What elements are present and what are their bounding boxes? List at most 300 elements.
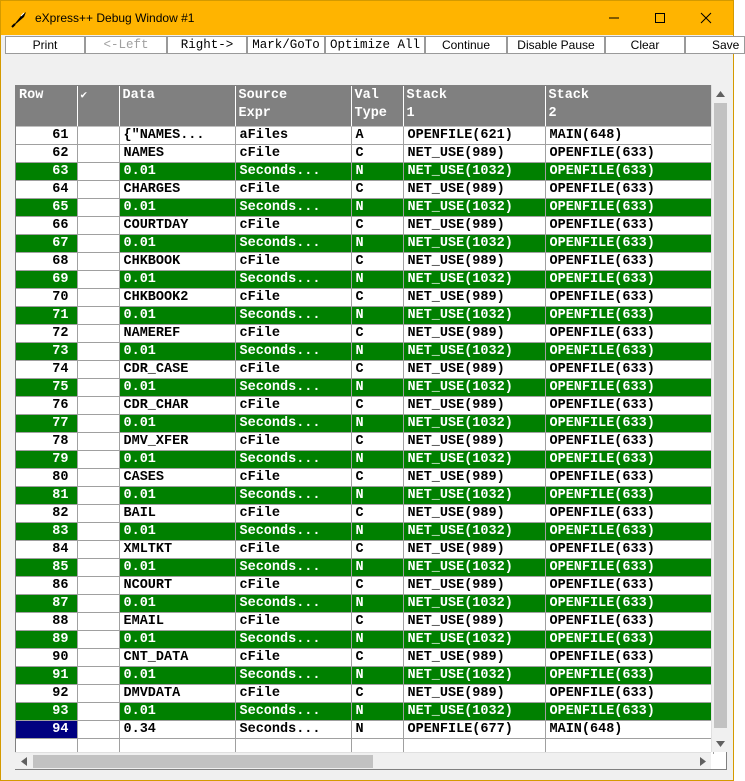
stack2-cell[interactable]: OPENFILE(633) [545,198,713,216]
check-cell[interactable] [77,144,119,162]
stack2-cell[interactable]: OPENFILE(633) [545,162,713,180]
check-cell[interactable] [77,180,119,198]
row-number-cell[interactable]: 93 [16,702,77,720]
check-cell[interactable] [77,576,119,594]
val-type-cell[interactable]: N [351,306,403,324]
table-row[interactable] [16,378,713,396]
table-row[interactable] [16,270,713,288]
check-cell[interactable] [77,648,119,666]
row-number-cell[interactable]: 72 [16,324,77,342]
check-cell[interactable] [77,504,119,522]
col-data-header[interactable]: Data [119,86,235,126]
source-expr-cell[interactable]: Seconds... [235,198,351,216]
save-button[interactable]: Save [685,36,745,54]
val-type-cell[interactable]: N [351,594,403,612]
stack1-cell[interactable]: NET_USE(989) [403,180,545,198]
check-cell[interactable] [77,414,119,432]
stack1-cell[interactable]: NET_USE(989) [403,540,545,558]
check-cell[interactable] [77,252,119,270]
val-type-cell[interactable]: C [351,648,403,666]
table-row[interactable] [16,144,713,162]
row-number-cell[interactable]: 84 [16,540,77,558]
stack1-cell[interactable]: NET_USE(1032) [403,414,545,432]
table-row[interactable] [16,324,713,342]
stack2-cell[interactable]: MAIN(648) [545,720,713,738]
horizontal-scrollbar[interactable] [15,752,711,769]
table-row[interactable] [16,720,713,738]
table-row[interactable] [16,306,713,324]
col-valtype-header[interactable]: Val Type [351,86,403,126]
val-type-cell[interactable]: C [351,360,403,378]
data-cell[interactable]: 0.01 [119,414,235,432]
vertical-scrollbar[interactable] [711,85,728,752]
left-button[interactable]: <-Left [85,36,167,54]
val-type-cell[interactable]: C [351,180,403,198]
stack2-cell[interactable]: OPENFILE(633) [545,684,713,702]
source-expr-cell[interactable]: Seconds... [235,414,351,432]
stack1-cell[interactable]: NET_USE(1032) [403,702,545,720]
data-cell[interactable]: 0.01 [119,306,235,324]
row-number-cell[interactable]: 82 [16,504,77,522]
row-number-cell[interactable]: 69 [16,270,77,288]
check-cell[interactable] [77,216,119,234]
check-cell[interactable] [77,630,119,648]
val-type-cell[interactable]: N [351,414,403,432]
stack1-cell[interactable]: NET_USE(1032) [403,234,545,252]
continue-button[interactable]: Continue [425,36,507,54]
maximize-button[interactable] [637,1,683,35]
stack2-cell[interactable]: OPENFILE(633) [545,234,713,252]
val-type-cell[interactable]: N [351,162,403,180]
row-number-cell[interactable]: 67 [16,234,77,252]
val-type-cell[interactable]: C [351,540,403,558]
stack2-cell[interactable]: OPENFILE(633) [545,378,713,396]
row-number-cell[interactable]: 89 [16,630,77,648]
check-cell[interactable] [77,594,119,612]
check-cell[interactable] [77,612,119,630]
val-type-cell[interactable]: N [351,450,403,468]
table-row[interactable] [16,630,713,648]
val-type-cell[interactable]: C [351,612,403,630]
check-cell[interactable] [77,522,119,540]
stack1-cell[interactable]: OPENFILE(621) [403,126,545,144]
source-expr-cell[interactable]: cFile [235,180,351,198]
data-cell[interactable]: 0.01 [119,666,235,684]
source-expr-cell[interactable]: cFile [235,288,351,306]
data-cell[interactable]: XMLTKT [119,540,235,558]
stack1-cell[interactable]: NET_USE(989) [403,252,545,270]
table-row[interactable] [16,558,713,576]
stack2-cell[interactable]: OPENFILE(633) [545,180,713,198]
stack1-cell[interactable]: NET_USE(1032) [403,450,545,468]
stack2-cell[interactable]: MAIN(648) [545,126,713,144]
data-cell[interactable]: DMV_XFER [119,432,235,450]
source-expr-cell[interactable]: Seconds... [235,378,351,396]
close-button[interactable] [683,1,729,35]
val-type-cell[interactable]: C [351,576,403,594]
stack2-cell[interactable]: OPENFILE(633) [545,594,713,612]
stack1-cell[interactable]: NET_USE(1032) [403,378,545,396]
row-number-cell[interactable]: 73 [16,342,77,360]
stack2-cell[interactable]: OPENFILE(633) [545,306,713,324]
val-type-cell[interactable]: N [351,720,403,738]
val-type-cell[interactable]: C [351,396,403,414]
check-cell[interactable] [77,234,119,252]
check-cell[interactable] [77,702,119,720]
minimize-button[interactable] [591,1,637,35]
scroll-up-arrow-icon[interactable] [712,85,729,102]
clear-button[interactable]: Clear [605,36,685,54]
row-number-cell[interactable]: 61 [16,126,77,144]
stack2-cell[interactable]: OPENFILE(633) [545,558,713,576]
check-cell[interactable] [77,468,119,486]
row-number-cell[interactable]: 62 [16,144,77,162]
source-expr-cell[interactable]: Seconds... [235,522,351,540]
table-row[interactable] [16,522,713,540]
data-cell[interactable]: 0.01 [119,378,235,396]
source-expr-cell[interactable]: cFile [235,252,351,270]
stack2-cell[interactable]: OPENFILE(633) [545,666,713,684]
row-number-cell[interactable]: 92 [16,684,77,702]
table-row[interactable] [16,414,713,432]
col-stack2-header[interactable]: Stack 2 [545,86,713,126]
source-expr-cell[interactable]: cFile [235,612,351,630]
table-row[interactable] [16,666,713,684]
row-number-cell[interactable]: 68 [16,252,77,270]
table-row[interactable] [16,216,713,234]
optimize-all-button[interactable]: Optimize All [325,36,425,54]
source-expr-cell[interactable]: cFile [235,540,351,558]
check-cell[interactable] [77,162,119,180]
row-number-cell[interactable]: 79 [16,450,77,468]
row-number-cell[interactable]: 75 [16,378,77,396]
val-type-cell[interactable]: C [351,288,403,306]
val-type-cell[interactable]: N [351,342,403,360]
scroll-down-arrow-icon[interactable] [712,735,729,752]
stack2-cell[interactable]: OPENFILE(633) [545,252,713,270]
data-cell[interactable]: 0.01 [119,522,235,540]
check-cell[interactable] [77,684,119,702]
stack1-cell[interactable]: NET_USE(1032) [403,342,545,360]
source-expr-cell[interactable]: Seconds... [235,720,351,738]
source-expr-cell[interactable]: cFile [235,468,351,486]
col-source-header[interactable]: Source Expr [235,86,351,126]
data-cell[interactable]: {"NAMES... [119,126,235,144]
val-type-cell[interactable]: N [351,198,403,216]
data-cell[interactable]: BAIL [119,504,235,522]
title-bar[interactable] [1,1,733,35]
stack1-cell[interactable]: NET_USE(1032) [403,306,545,324]
table-row[interactable] [16,360,713,378]
source-expr-cell[interactable]: Seconds... [235,234,351,252]
check-cell[interactable] [77,198,119,216]
stack2-cell[interactable]: OPENFILE(633) [545,486,713,504]
col-stack1-header[interactable]: Stack 1 [403,86,545,126]
stack2-cell[interactable]: OPENFILE(633) [545,450,713,468]
source-expr-cell[interactable]: cFile [235,144,351,162]
val-type-cell[interactable]: N [351,234,403,252]
source-expr-cell[interactable]: cFile [235,324,351,342]
row-number-cell[interactable]: 91 [16,666,77,684]
source-expr-cell[interactable]: Seconds... [235,342,351,360]
stack2-cell[interactable]: OPENFILE(633) [545,324,713,342]
row-number-cell[interactable]: 78 [16,432,77,450]
row-number-cell[interactable]: 64 [16,180,77,198]
source-expr-cell[interactable]: cFile [235,216,351,234]
val-type-cell[interactable]: C [351,324,403,342]
data-cell[interactable]: DMVDATA [119,684,235,702]
table-row[interactable] [16,540,713,558]
val-type-cell[interactable]: C [351,468,403,486]
val-type-cell[interactable]: C [351,684,403,702]
scroll-right-arrow-icon[interactable] [694,753,711,770]
check-cell[interactable] [77,324,119,342]
stack2-cell[interactable]: OPENFILE(633) [545,522,713,540]
check-cell[interactable] [77,288,119,306]
stack2-cell[interactable]: OPENFILE(633) [545,504,713,522]
val-type-cell[interactable]: N [351,270,403,288]
stack2-cell[interactable]: OPENFILE(633) [545,576,713,594]
check-cell[interactable] [77,486,119,504]
table-row[interactable] [16,396,713,414]
source-expr-cell[interactable]: cFile [235,504,351,522]
source-expr-cell[interactable]: Seconds... [235,558,351,576]
stack1-cell[interactable]: NET_USE(1032) [403,162,545,180]
check-cell[interactable] [77,396,119,414]
stack2-cell[interactable]: OPENFILE(633) [545,648,713,666]
stack1-cell[interactable]: NET_USE(1032) [403,630,545,648]
val-type-cell[interactable]: C [351,144,403,162]
source-expr-cell[interactable]: cFile [235,360,351,378]
table-row[interactable] [16,684,713,702]
table-row[interactable] [16,180,713,198]
data-cell[interactable]: 0.01 [119,342,235,360]
check-cell[interactable] [77,720,119,738]
table-row[interactable] [16,198,713,216]
table-row[interactable] [16,432,713,450]
check-cell[interactable] [77,360,119,378]
data-cell[interactable]: CHKBOOK [119,252,235,270]
check-cell[interactable] [77,342,119,360]
val-type-cell[interactable]: N [351,486,403,504]
table-row[interactable] [16,504,713,522]
stack2-cell[interactable]: OPENFILE(633) [545,612,713,630]
table-row[interactable] [16,234,713,252]
table-row[interactable] [16,450,713,468]
stack1-cell[interactable]: OPENFILE(677) [403,720,545,738]
data-cell[interactable]: 0.01 [119,270,235,288]
row-number-cell[interactable]: 77 [16,414,77,432]
row-number-cell[interactable]: 90 [16,648,77,666]
table-row[interactable] [16,486,713,504]
stack1-cell[interactable]: NET_USE(989) [403,144,545,162]
data-cell[interactable]: 0.01 [119,234,235,252]
stack1-cell[interactable]: NET_USE(989) [403,288,545,306]
data-cell[interactable]: 0.01 [119,594,235,612]
stack1-cell[interactable]: NET_USE(1032) [403,486,545,504]
data-cell[interactable]: 0.01 [119,450,235,468]
stack2-cell[interactable]: OPENFILE(633) [545,540,713,558]
stack1-cell[interactable]: NET_USE(989) [403,432,545,450]
source-expr-cell[interactable]: cFile [235,576,351,594]
source-expr-cell[interactable]: Seconds... [235,666,351,684]
row-number-cell[interactable]: 94 [16,720,77,738]
val-type-cell[interactable]: C [351,432,403,450]
data-cell[interactable]: NAMES [119,144,235,162]
stack2-cell[interactable]: OPENFILE(633) [545,396,713,414]
data-cell[interactable]: CHKBOOK2 [119,288,235,306]
data-cell[interactable]: CDR_CHAR [119,396,235,414]
source-expr-cell[interactable]: Seconds... [235,630,351,648]
table-row[interactable] [16,126,713,144]
row-number-cell[interactable]: 65 [16,198,77,216]
row-number-cell[interactable]: 85 [16,558,77,576]
data-cell[interactable]: CNT_DATA [119,648,235,666]
table-row[interactable] [16,648,713,666]
stack1-cell[interactable]: NET_USE(989) [403,360,545,378]
val-type-cell[interactable]: N [351,558,403,576]
check-cell[interactable] [77,432,119,450]
row-number-cell[interactable]: 87 [16,594,77,612]
stack1-cell[interactable]: NET_USE(1032) [403,666,545,684]
stack2-cell[interactable]: OPENFILE(633) [545,144,713,162]
print-button[interactable]: Print [5,36,85,54]
stack2-cell[interactable]: OPENFILE(633) [545,432,713,450]
right-button[interactable]: Right-> [167,36,247,54]
source-expr-cell[interactable]: Seconds... [235,450,351,468]
row-number-cell[interactable]: 83 [16,522,77,540]
vertical-scroll-thumb[interactable] [714,103,727,728]
stack1-cell[interactable]: NET_USE(989) [403,324,545,342]
stack1-cell[interactable]: NET_USE(989) [403,396,545,414]
table-row[interactable] [16,468,713,486]
val-type-cell[interactable]: N [351,522,403,540]
source-expr-cell[interactable]: Seconds... [235,306,351,324]
stack1-cell[interactable]: NET_USE(1032) [403,270,545,288]
row-number-cell[interactable]: 81 [16,486,77,504]
row-number-cell[interactable]: 63 [16,162,77,180]
table-row[interactable] [16,594,713,612]
stack1-cell[interactable]: NET_USE(1032) [403,198,545,216]
table-row[interactable] [16,288,713,306]
check-cell[interactable] [77,666,119,684]
stack2-cell[interactable]: OPENFILE(633) [545,288,713,306]
check-cell[interactable] [77,450,119,468]
check-cell[interactable] [77,306,119,324]
stack1-cell[interactable]: NET_USE(989) [403,216,545,234]
check-cell[interactable] [77,540,119,558]
val-type-cell[interactable]: N [351,378,403,396]
stack1-cell[interactable]: NET_USE(989) [403,612,545,630]
data-cell[interactable]: 0.01 [119,162,235,180]
val-type-cell[interactable]: A [351,126,403,144]
row-number-cell[interactable]: 76 [16,396,77,414]
val-type-cell[interactable]: N [351,630,403,648]
source-expr-cell[interactable]: cFile [235,684,351,702]
source-expr-cell[interactable]: Seconds... [235,594,351,612]
stack2-cell[interactable]: OPENFILE(633) [545,216,713,234]
row-number-cell[interactable]: 86 [16,576,77,594]
data-cell[interactable]: CASES [119,468,235,486]
val-type-cell[interactable]: C [351,504,403,522]
val-type-cell[interactable]: C [351,216,403,234]
stack1-cell[interactable]: NET_USE(1032) [403,594,545,612]
check-cell[interactable] [77,558,119,576]
source-expr-cell[interactable]: cFile [235,648,351,666]
row-number-cell[interactable]: 80 [16,468,77,486]
check-cell[interactable] [77,126,119,144]
data-cell[interactable]: 0.01 [119,558,235,576]
table-row[interactable] [16,576,713,594]
stack2-cell[interactable]: OPENFILE(633) [545,702,713,720]
row-number-cell[interactable]: 71 [16,306,77,324]
row-number-cell[interactable]: 74 [16,360,77,378]
table-row[interactable] [16,252,713,270]
data-cell[interactable]: COURTDAY [119,216,235,234]
table-row[interactable] [16,612,713,630]
table-row[interactable] [16,342,713,360]
source-expr-cell[interactable]: Seconds... [235,486,351,504]
row-number-cell[interactable]: 66 [16,216,77,234]
stack1-cell[interactable]: NET_USE(989) [403,504,545,522]
data-cell[interactable]: 0.01 [119,630,235,648]
val-type-cell[interactable]: N [351,666,403,684]
stack1-cell[interactable]: NET_USE(989) [403,684,545,702]
table-row[interactable] [16,162,713,180]
stack2-cell[interactable]: OPENFILE(633) [545,630,713,648]
source-expr-cell[interactable]: aFiles [235,126,351,144]
row-number-cell[interactable]: 88 [16,612,77,630]
source-expr-cell[interactable]: cFile [235,396,351,414]
check-cell[interactable] [77,378,119,396]
col-row-header[interactable]: Row [16,86,77,126]
data-cell[interactable]: NAMEREF [119,324,235,342]
stack2-cell[interactable]: OPENFILE(633) [545,468,713,486]
stack2-cell[interactable]: OPENFILE(633) [545,360,713,378]
scroll-left-arrow-icon[interactable] [15,753,32,770]
source-expr-cell[interactable]: Seconds... [235,270,351,288]
data-cell[interactable]: 0.01 [119,702,235,720]
stack1-cell[interactable]: NET_USE(1032) [403,558,545,576]
source-expr-cell[interactable]: Seconds... [235,162,351,180]
disable-pause-button[interactable]: Disable Pause [507,36,605,54]
stack1-cell[interactable]: NET_USE(989) [403,468,545,486]
data-cell[interactable]: CDR_CASE [119,360,235,378]
data-cell[interactable]: NCOURT [119,576,235,594]
source-expr-cell[interactable]: cFile [235,432,351,450]
data-cell[interactable]: 0.01 [119,486,235,504]
val-type-cell[interactable]: N [351,702,403,720]
stack1-cell[interactable]: NET_USE(1032) [403,522,545,540]
stack1-cell[interactable]: NET_USE(989) [403,648,545,666]
mark-goto-button[interactable]: Mark/GoTo [247,36,325,54]
source-expr-cell[interactable]: Seconds... [235,702,351,720]
data-cell[interactable]: 0.34 [119,720,235,738]
data-cell[interactable]: 0.01 [119,198,235,216]
stack1-cell[interactable]: NET_USE(989) [403,576,545,594]
data-cell[interactable]: CHARGES [119,180,235,198]
stack2-cell[interactable]: OPENFILE(633) [545,342,713,360]
check-cell[interactable] [77,270,119,288]
col-check-header[interactable] [77,86,119,126]
table-row[interactable] [16,702,713,720]
stack2-cell[interactable]: OPENFILE(633) [545,414,713,432]
row-number-cell[interactable]: 70 [16,288,77,306]
stack2-cell[interactable]: OPENFILE(633) [545,270,713,288]
horizontal-scroll-thumb[interactable] [33,755,373,768]
data-cell[interactable]: EMAIL [119,612,235,630]
val-type-cell[interactable]: C [351,252,403,270]
